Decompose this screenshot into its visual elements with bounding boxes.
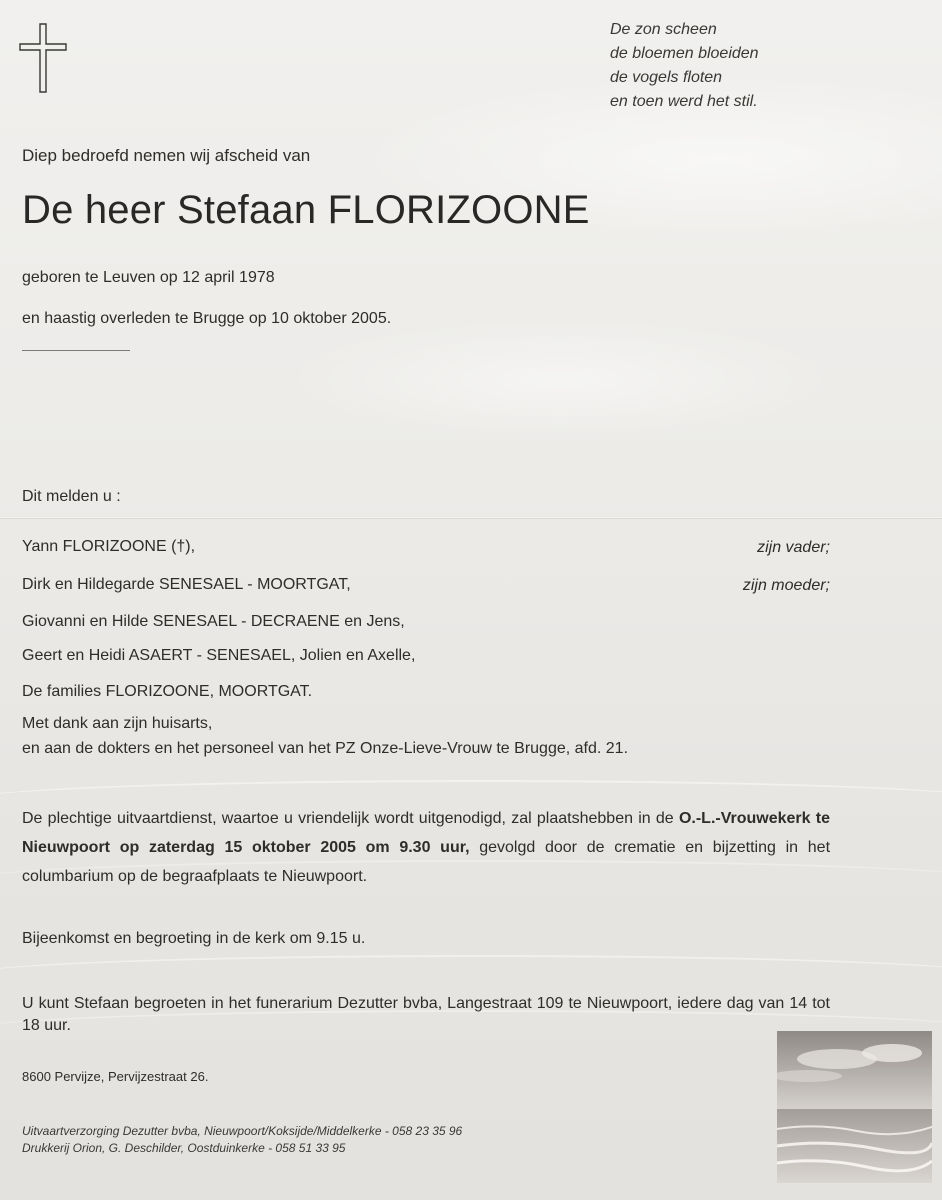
family-member: Dirk en Hildegarde SENESAEL - MOORTGAT,	[22, 576, 351, 593]
poem-line: de vogels floten	[610, 69, 723, 86]
family-member: Giovanni en Hilde SENESAEL - DECRAENE en Jens,	[22, 613, 405, 630]
footer-undertaker: Uitvaartverzorging Dezutter bvba, Nieuwpoort/Koksijde/Middelkerke - 058 23 35 96	[22, 1124, 463, 1138]
footer-printer: Drukkerij Orion, G. Deschilder, Oostduinkerke - 058 51 33 95	[22, 1141, 346, 1155]
poem-line: De zon scheen	[610, 21, 717, 38]
fold-line	[0, 517, 942, 519]
address-line: 8600 Pervijze, Pervijzestraat 26.	[22, 1069, 209, 1084]
service-text: gevolgd door de crematie en bijzetting in het columbarium op de begraafplaats te Nieuwpoort.	[22, 839, 831, 885]
service-paragraph	[22, 804, 830, 891]
seascape-photo	[777, 1031, 932, 1183]
poem-line: en toen werd het stil.	[610, 93, 758, 110]
announce-text: Dit melden u :	[22, 488, 121, 505]
families-line: De families FLORIZOONE, MOORTGAT.	[22, 683, 313, 700]
deceased-name: De heer Stefaan FLORIZOONE	[22, 188, 590, 232]
family-relation: zijn vader;	[757, 539, 830, 556]
death-line: en haastig overleden te Brugge op 10 oktober 2005.	[22, 310, 392, 327]
visit-paragraph: U kunt Stefaan begroeten in het funerarium Dezutter bvba, Langestraat 109 te Nieuwpoort, iedere dag van 14 tot 18 uur.	[22, 995, 830, 1034]
divider	[22, 350, 130, 351]
birth-line: geboren te Leuven op 12 april 1978	[22, 269, 275, 286]
poem	[610, 18, 759, 114]
family-relation: zijn moeder;	[742, 577, 830, 594]
background-wave	[0, 955, 942, 997]
poem-line: de bloemen bloeiden	[610, 45, 759, 62]
thanks-line: en aan de dokters en het personeel van het PZ Onze-Lieve-Vrouw te Brugge, afd. 21.	[22, 740, 629, 757]
cross-icon	[18, 22, 70, 94]
family-member: Yann FLORIZOONE (†),	[22, 538, 196, 555]
service-church-date: O.-L.-Vrouwekerk te Nieuwpoort op zaterdag 15 oktober 2005 om 9.30 uur,	[22, 810, 831, 856]
thanks-line: Met dank aan zijn huisarts,	[22, 715, 213, 732]
intro-text: Diep bedroefd nemen wij afscheid van	[22, 146, 311, 165]
family-member: Geert en Heidi ASAERT - SENESAEL, Jolien en Axelle,	[22, 647, 416, 664]
service-text: De plechtige uitvaartdienst, waartoe u vriendelijk wordt uitgenodigd, zal plaatshebben in de	[22, 810, 674, 827]
gathering-line: Bijeenkomst en begroeting in de kerk om 9.15 u.	[22, 930, 366, 947]
